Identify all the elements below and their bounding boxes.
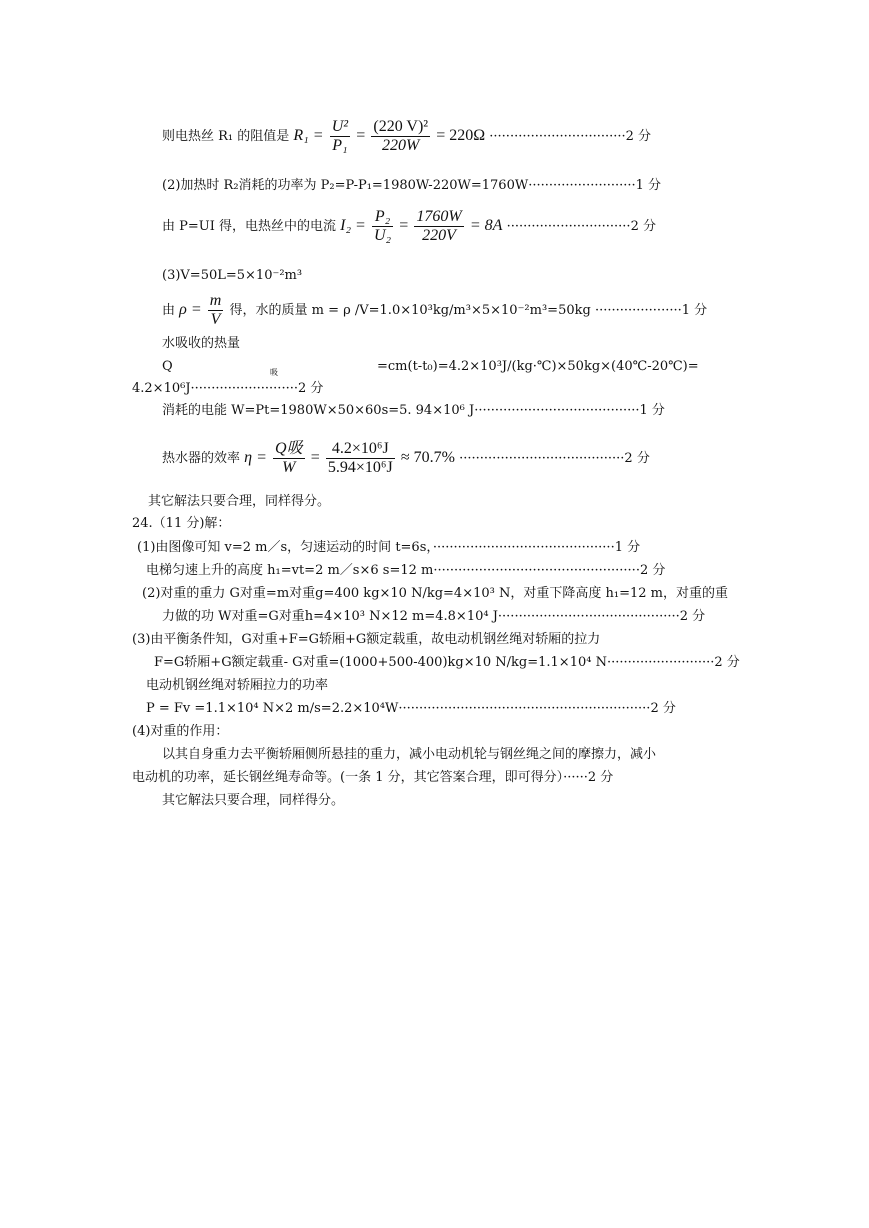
fraction-denominator: W <box>282 459 296 476</box>
mass-line <box>162 292 707 329</box>
fraction-denominator: 220W <box>382 137 420 154</box>
q24-part2-line1: (2)对重的重力 G对重=m对重g=400 kg×10 N/kg=4×10³ N，对重下降高度 h₁=12 m，对重的重 <box>142 586 728 601</box>
energy-line: 消耗的电能 W=Pt=1980W×50×60s=5. 94×10⁶ J········································1 分 <box>162 403 665 418</box>
fraction-1760w-220v <box>414 208 463 245</box>
efficiency-result: ≈ 70.7% <box>400 449 455 466</box>
density-lhs: ρ = <box>179 301 202 318</box>
fraction-u2-p1 <box>330 118 350 155</box>
fraction-denominator: P₁ <box>332 137 348 154</box>
current-prefix: 由 P=UI 得，电热丝中的电流 <box>162 219 336 234</box>
mass-rest: 得，水的质量 m = ρ /V=1.0×10³kg/m³×5×10⁻²m³=50kg ·····················1 分 <box>229 303 708 318</box>
volume-line: (3)V=50L=5×10⁻²m³ <box>162 268 303 283</box>
q24-part3-line4: P = Fv =1.1×10⁴ N×2 m/s=2.2×10⁴W·····························································2 分 <box>146 701 676 716</box>
heat-formula: =cm(t-t₀)=4.2×10³J/(kg·℃)×50kg×(40℃-20℃)= <box>377 359 699 374</box>
fraction-denominator: U₂ <box>373 227 392 244</box>
resistance-result: = 220Ω <box>436 127 486 144</box>
q24-part1-line1: (1)由图像可知 v=2 m／s，匀速运动的时间 t=6s，············································1 分 <box>137 540 641 555</box>
q24-part3-line3: 电动机钢丝绳对轿厢拉力的功率 <box>146 678 329 693</box>
heat-result-line: 4.2×10⁶J··························2 分 <box>132 381 324 396</box>
fraction-denominator: 5.94×10⁶J <box>327 459 393 476</box>
fraction-numerator: Q吸 <box>275 440 303 457</box>
fraction-numerator: (220 V)² <box>373 118 429 135</box>
fraction-numerator: m <box>209 292 222 309</box>
current-line: 由 P=UI 得，电热丝中的电流 I₂ = $\frac{\text{P₂}}{\text{U₂}}$ = $\frac{1760W}{220V}$ = 8A ······························2 分 <box>162 208 656 244</box>
power-line: (2)加热时 R₂消耗的功率为 P₂=P-P₁=1980W-220W=1760W··························1 分 <box>162 178 662 193</box>
efficiency-lhs: η = <box>244 449 267 466</box>
q24-part1-line2: 电梯匀速上升的高度 h₁=vt=2 m／s×6 s=12 m··················································2 分 <box>146 563 666 578</box>
q24-part4-line1: 以其自身重力去平衡轿厢侧所悬挂的重力，减小电动机轮与钢丝绳之间的摩擦力，减小 <box>162 747 657 762</box>
fraction-q-w <box>273 440 305 477</box>
score: ······························2 分 <box>506 219 656 234</box>
resistance-lhs: R₁ = <box>293 127 324 144</box>
q24-part4-heading: (4)对重的作用： <box>132 724 229 739</box>
fraction-220v-220w <box>371 118 430 155</box>
heat-q-subscript: 吸 <box>270 368 278 377</box>
fraction-m-v <box>208 292 224 329</box>
efficiency-prefix: 热水器的效率 <box>162 451 241 466</box>
current-result: = 8A <box>469 217 503 234</box>
fraction-numerator: 4.2×10⁶J <box>326 440 395 459</box>
score: ·································2 分 <box>489 129 652 144</box>
q24-part3-line2: F=G轿厢+G额定载重- G对重=(1000+500-400)kg×10 N/kg=1.1×10⁴ N··························2 分 <box>154 655 740 670</box>
heat-label-line: 水吸收的热量 <box>162 336 241 351</box>
current-lhs: I₂ = <box>340 217 366 234</box>
resistance-prefix: 则电热丝 R₁ 的阻值是 <box>162 129 290 144</box>
closing-note: 其它解法只要合理，同样得分。 <box>162 793 345 808</box>
heat-q-symbol: Q <box>162 359 173 374</box>
fraction-numerator: U² <box>331 118 349 135</box>
fraction-values <box>326 440 395 477</box>
q24-part4-line2: 电动机的功率，延长钢丝绳寿命等。(一条 1 分，其它答案合理，即可得分）······2 分 <box>132 770 614 785</box>
resistance-line: 则电热丝 R₁ 的阻值是 R₁ = $\frac{\text{U²}}{\text{P₁}}$ = $\frac{\text{(220 V)²}}{220W}$ = 220Ω ·································2 分 <box>162 118 652 154</box>
q24-part3-line1: (3)由平衡条件知，G对重+F=G轿厢+G额定载重，故电动机钢丝绳对轿厢的拉力 <box>132 632 601 647</box>
q24-part2-line2: 力做的功 W对重=G对重h=4×10³ N×12 m=4.8×10⁴ J············································2 分 <box>162 609 706 624</box>
score: ········································2 分 <box>459 451 650 466</box>
note-line: 其它解法只要合理，同样得分。 <box>148 494 331 509</box>
fraction-denominator: V <box>210 311 221 328</box>
mass-prefix: 由 <box>162 303 176 318</box>
question-24-heading: 24.（11 分)解： <box>132 516 231 531</box>
fraction-denominator: 220V <box>422 227 456 244</box>
efficiency-line: 热水器的效率 η = $\frac{\text{Q吸}}{W}$ = $\frac{\text{4.2×10⁶J}}{\text{5.94×10⁶J}}$ ≈ 70.7% ········································2 分 <box>162 440 650 476</box>
fraction-numerator: 1760W <box>416 208 462 225</box>
fraction-numerator: P₂ <box>372 208 393 227</box>
fraction-p2-u2 <box>372 208 393 245</box>
